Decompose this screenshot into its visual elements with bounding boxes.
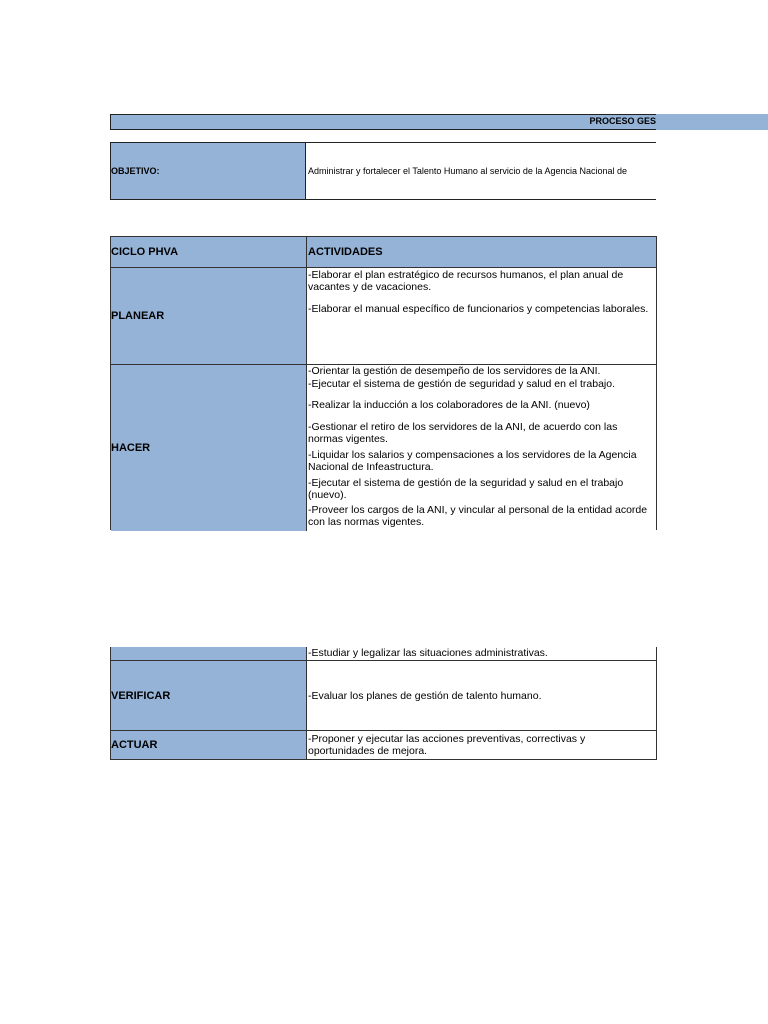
objective-label: OBJETIVO:	[111, 143, 306, 199]
hacer-activities	[307, 365, 656, 531]
header-ciclo-phva: CICLO PHVA	[111, 237, 307, 268]
actuar-activities	[307, 731, 656, 759]
hacer-activity: -Gestionar el retiro de los servidores de la ANI, de acuerdo con las	[308, 421, 618, 433]
hacer-activity: (nuevo).	[308, 489, 347, 501]
hacer-activity: -Realizar la inducción a los colaboradores de la ANI. (nuevo)	[308, 399, 590, 411]
objective-row	[110, 142, 656, 200]
hacer-activity: -Ejecutar el sistema de gestión de seguridad y salud en el trabajo.	[308, 378, 616, 390]
hacer-activity: -Liquidar los salarios y compensaciones a los servidores de la Agencia	[308, 449, 637, 461]
hacer-activity: -Ejecutar el sistema de gestión de la seguridad y salud en el trabajo	[308, 477, 624, 489]
verificar-activity: -Evaluar los planes de gestión de talento humano.	[308, 689, 542, 702]
hacer-activity: -Proveer los cargos de la ANI, y vincular al personal de la entidad acorde	[308, 504, 648, 516]
actuar-activity: oportunidades de mejora.	[308, 745, 428, 757]
objective-text: Administrar y fortalecer el Talento Humano al servicio de la Agencia Nacional de	[308, 166, 627, 176]
hacer-activity: normas vigentes.	[308, 433, 388, 445]
hacer-activity: con las normas vigentes.	[308, 516, 425, 528]
planear-activity: -Elaborar el plan estratégico de recursos humanos, el plan anual de	[308, 269, 624, 281]
hacer-label-continued	[111, 647, 307, 661]
verificar-activities	[307, 661, 656, 731]
actuar-activity: -Proponer y ejecutar las acciones preventivas, correctivas y	[308, 733, 586, 745]
planear-activities	[307, 268, 656, 365]
process-title-bar	[110, 114, 656, 130]
hacer-activity: -Orientar la gestión de desempeño de los servidores de la ANI.	[308, 365, 601, 377]
process-title: PROCESO GES	[589, 116, 656, 126]
header-actividades	[307, 237, 656, 268]
title-bar-extension	[656, 114, 768, 130]
planear-activity: vacantes y de vacaciones.	[308, 281, 432, 293]
hacer-activity: -Estudiar y legalizar las situaciones administrativas.	[308, 647, 548, 659]
planear-activity: -Elaborar el manual específico de funcionarios y competencias laborales.	[308, 303, 649, 315]
header-actividades-label: ACTIVIDADES	[308, 246, 383, 258]
hacer-label: HACER	[111, 365, 307, 531]
planear-label: PLANEAR	[111, 268, 307, 365]
verificar-label: VERIFICAR	[111, 661, 307, 731]
hacer-activity: Nacional de Infeastructura.	[308, 461, 434, 473]
phva-table-lower	[110, 647, 657, 760]
hacer-activities-continued	[307, 647, 656, 661]
phva-table-upper	[110, 236, 657, 530]
actuar-label: ACTUAR	[111, 731, 307, 759]
